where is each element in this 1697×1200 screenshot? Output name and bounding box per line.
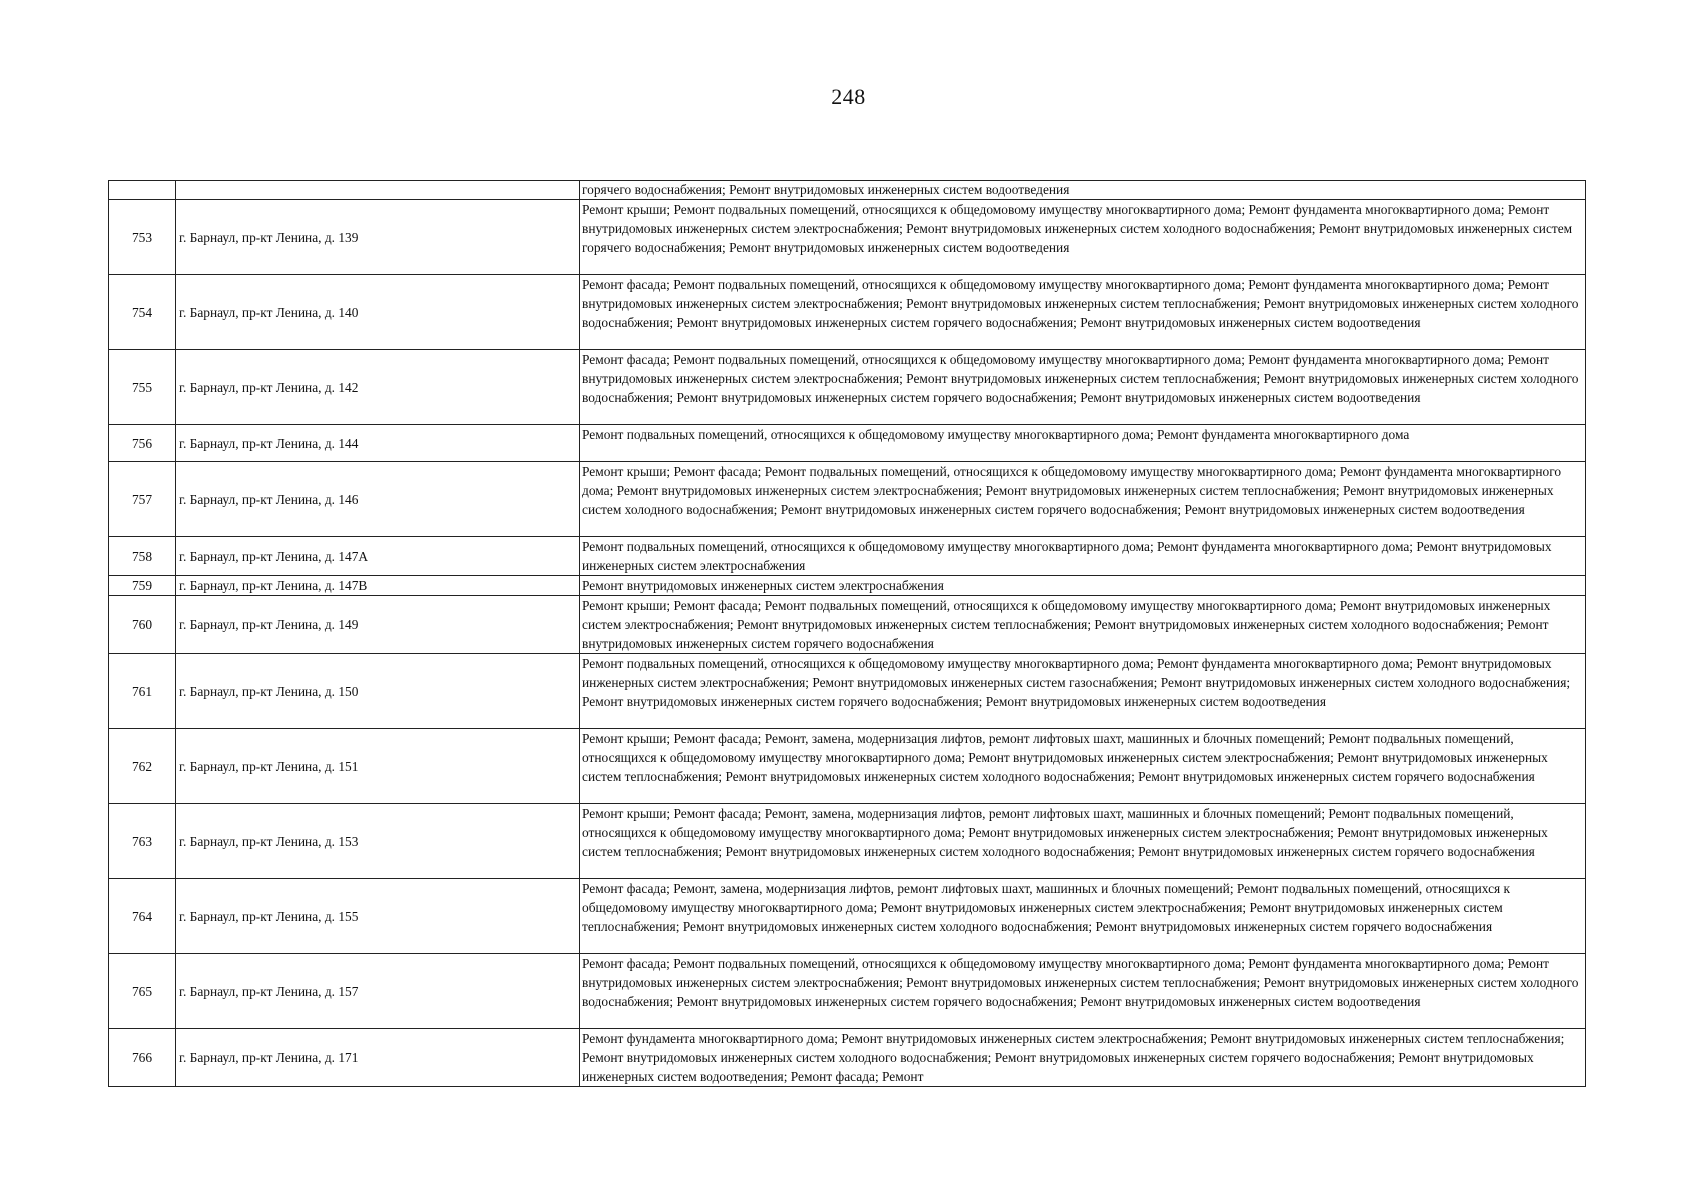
row-number: 757 bbox=[109, 462, 176, 537]
row-number: 766 bbox=[109, 1029, 176, 1087]
row-address: г. Барнаул, пр-кт Ленина, д. 171 bbox=[176, 1029, 580, 1087]
table-row bbox=[109, 596, 1586, 654]
table-row bbox=[109, 654, 1586, 729]
table-row bbox=[109, 200, 1586, 275]
row-address: г. Барнаул, пр-кт Ленина, д. 147В bbox=[176, 576, 580, 596]
row-address: г. Барнаул, пр-кт Ленина, д. 149 bbox=[176, 596, 580, 654]
row-number: 754 bbox=[109, 275, 176, 350]
row-works: Ремонт фасада; Ремонт подвальных помещений, относящихся к общедомовому имуществу многоквартирного дома; Ремонт фундамента многоквартирного дома; Ремонт внутридомовых инженерных систем электроснабжения; Ремонт внутридомовых инженерных систем теплоснабжения; Ремонт внутридомовых инженерных систем холодного водоснабжения; Ремонт внутридомовых инженерных систем горячего водоснабжения; Ремонт внутридомовых инженерных систем водоотведения bbox=[580, 954, 1586, 1029]
row-address: г. Барнаул, пр-кт Ленина, д. 139 bbox=[176, 200, 580, 275]
row-works: Ремонт фасада; Ремонт подвальных помещений, относящихся к общедомовому имуществу многоквартирного дома; Ремонт фундамента многоквартирного дома; Ремонт внутридомовых инженерных систем электроснабжения; Ремонт внутридомовых инженерных систем теплоснабжения; Ремонт внутридомовых инженерных систем холодного водоснабжения; Ремонт внутридомовых инженерных систем горячего водоснабжения; Ремонт внутридомовых инженерных систем водоотведения bbox=[580, 350, 1586, 425]
row-works: Ремонт крыши; Ремонт фасада; Ремонт, замена, модернизация лифтов, ремонт лифтовых шахт, машинных и блочных помещений; Ремонт подвальных помещений, относящихся к общедомовому имуществу многоквартирного дома; Ремонт внутридомовых инженерных систем электроснабжения; Ремонт внутридомовых инженерных систем теплоснабжения; Ремонт внутридомовых инженерных систем холодного водоснабжения; Ремонт внутридомовых инженерных систем горячего водоснабжения bbox=[580, 729, 1586, 804]
row-number: 762 bbox=[109, 729, 176, 804]
row-number: 753 bbox=[109, 200, 176, 275]
repair-schedule-table bbox=[108, 180, 1586, 1087]
row-number: 760 bbox=[109, 596, 176, 654]
table-row bbox=[109, 350, 1586, 425]
row-number: 763 bbox=[109, 804, 176, 879]
row-number: 764 bbox=[109, 879, 176, 954]
row-works: Ремонт крыши; Ремонт фасада; Ремонт подвальных помещений, относящихся к общедомовому имуществу многоквартирного дома; Ремонт фундамента многоквартирного дома; Ремонт внутридомовых инженерных систем электроснабжения; Ремонт внутридомовых инженерных систем теплоснабжения; Ремонт внутридомовых инженерных систем холодного водоснабжения; Ремонт внутридомовых инженерных систем горячего водоснабжения; Ремонт внутридомовых инженерных систем водоотведения bbox=[580, 462, 1586, 537]
row-address: г. Барнаул, пр-кт Ленина, д. 150 bbox=[176, 654, 580, 729]
table-row bbox=[109, 1029, 1586, 1087]
row-works: Ремонт крыши; Ремонт фасада; Ремонт, замена, модернизация лифтов, ремонт лифтовых шахт, машинных и блочных помещений; Ремонт подвальных помещений, относящихся к общедомовому имуществу многоквартирного дома; Ремонт внутридомовых инженерных систем электроснабжения; Ремонт внутридомовых инженерных систем теплоснабжения; Ремонт внутридомовых инженерных систем холодного водоснабжения; Ремонт внутридомовых инженерных систем горячего водоснабжения bbox=[580, 804, 1586, 879]
row-works: Ремонт внутридомовых инженерных систем электроснабжения bbox=[580, 576, 1586, 596]
row-address: г. Барнаул, пр-кт Ленина, д. 155 bbox=[176, 879, 580, 954]
table-row bbox=[109, 425, 1586, 462]
continuation-num-cell bbox=[109, 181, 176, 200]
row-address: г. Барнаул, пр-кт Ленина, д. 157 bbox=[176, 954, 580, 1029]
row-works: Ремонт фундамента многоквартирного дома; Ремонт внутридомовых инженерных систем электроснабжения; Ремонт внутридомовых инженерных систем теплоснабжения; Ремонт внутридомовых инженерных систем холодного водоснабжения; Ремонт внутридомовых инженерных систем горячего водоснабжения; Ремонт внутридомовых инженерных систем водоотведения; Ремонт фасада; Ремонт bbox=[580, 1029, 1586, 1087]
row-number: 755 bbox=[109, 350, 176, 425]
row-number: 759 bbox=[109, 576, 176, 596]
continuation-address-cell bbox=[176, 181, 580, 200]
row-number: 765 bbox=[109, 954, 176, 1029]
row-number: 761 bbox=[109, 654, 176, 729]
row-works: Ремонт подвальных помещений, относящихся к общедомовому имуществу многоквартирного дома; Ремонт фундамента многоквартирного дома bbox=[580, 425, 1586, 462]
row-works: Ремонт фасада; Ремонт подвальных помещений, относящихся к общедомовому имуществу многоквартирного дома; Ремонт фундамента многоквартирного дома; Ремонт внутридомовых инженерных систем электроснабжения; Ремонт внутридомовых инженерных систем теплоснабжения; Ремонт внутридомовых инженерных систем холодного водоснабжения; Ремонт внутридомовых инженерных систем горячего водоснабжения; Ремонт внутридомовых инженерных систем водоотведения bbox=[580, 275, 1586, 350]
row-works: Ремонт фасада; Ремонт, замена, модернизация лифтов, ремонт лифтовых шахт, машинных и блочных помещений; Ремонт подвальных помещений, относящихся к общедомовому имуществу многоквартирного дома; Ремонт внутридомовых инженерных систем электроснабжения; Ремонт внутридомовых инженерных систем теплоснабжения; Ремонт внутридомовых инженерных систем холодного водоснабжения; Ремонт внутридомовых инженерных систем горячего водоснабжения bbox=[580, 879, 1586, 954]
table-row bbox=[109, 462, 1586, 537]
table-row bbox=[109, 729, 1586, 804]
table-row bbox=[109, 275, 1586, 350]
table-row bbox=[109, 804, 1586, 879]
row-address: г. Барнаул, пр-кт Ленина, д. 140 bbox=[176, 275, 580, 350]
row-address: г. Барнаул, пр-кт Ленина, д. 144 bbox=[176, 425, 580, 462]
table-body bbox=[109, 181, 1586, 1087]
page-number: 248 bbox=[831, 84, 866, 109]
table-row bbox=[109, 576, 1586, 596]
row-works: Ремонт крыши; Ремонт фасада; Ремонт подвальных помещений, относящихся к общедомовому имуществу многоквартирного дома; Ремонт внутридомовых инженерных систем электроснабжения; Ремонт внутридомовых инженерных систем теплоснабжения; Ремонт внутридомовых инженерных систем холодного водоснабжения; Ремонт внутридомовых инженерных систем горячего водоснабжения bbox=[580, 596, 1586, 654]
row-number: 758 bbox=[109, 537, 176, 576]
row-works: Ремонт подвальных помещений, относящихся к общедомовому имуществу многоквартирного дома; Ремонт фундамента многоквартирного дома; Ремонт внутридомовых инженерных систем электроснабжения bbox=[580, 537, 1586, 576]
row-address: г. Барнаул, пр-кт Ленина, д. 146 bbox=[176, 462, 580, 537]
row-number: 756 bbox=[109, 425, 176, 462]
table-row bbox=[109, 954, 1586, 1029]
table-row bbox=[109, 537, 1586, 576]
row-address: г. Барнаул, пр-кт Ленина, д. 147А bbox=[176, 537, 580, 576]
row-address: г. Барнаул, пр-кт Ленина, д. 151 bbox=[176, 729, 580, 804]
row-works: Ремонт крыши; Ремонт подвальных помещений, относящихся к общедомовому имуществу многоквартирного дома; Ремонт фундамента многоквартирного дома; Ремонт внутридомовых инженерных систем электроснабжения; Ремонт внутридомовых инженерных систем холодного водоснабжения; Ремонт внутридомовых инженерных систем горячего водоснабжения; Ремонт внутридомовых инженерных систем водоотведения bbox=[580, 200, 1586, 275]
continuation-works-cell: горячего водоснабжения; Ремонт внутридомовых инженерных систем водоотведения bbox=[580, 181, 1586, 200]
table-row bbox=[109, 879, 1586, 954]
row-address: г. Барнаул, пр-кт Ленина, д. 153 bbox=[176, 804, 580, 879]
continuation-row bbox=[109, 181, 1586, 200]
row-address: г. Барнаул, пр-кт Ленина, д. 142 bbox=[176, 350, 580, 425]
row-works: Ремонт подвальных помещений, относящихся к общедомовому имуществу многоквартирного дома; Ремонт фундамента многоквартирного дома; Ремонт внутридомовых инженерных систем электроснабжения; Ремонт внутридомовых инженерных систем газоснабжения; Ремонт внутридомовых инженерных систем холодного водоснабжения; Ремонт внутридомовых инженерных систем горячего водоснабжения; Ремонт внутридомовых инженерных систем водоотведения bbox=[580, 654, 1586, 729]
